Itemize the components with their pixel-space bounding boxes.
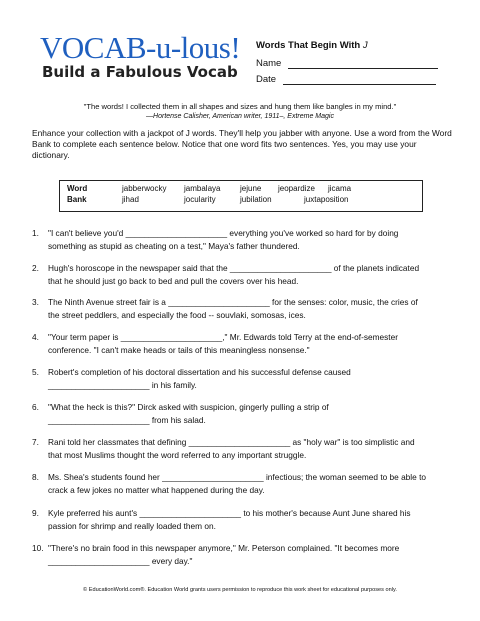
question-line: conference. "I can't make heads or tails of this meaningless nonsense." — [48, 345, 310, 355]
word-bank-word: jocularity — [184, 195, 216, 204]
question-line: "Your term paper is ______________________," Mr. Edwards told Terry at the end-of-semester — [48, 332, 398, 342]
word-bank-word: jihad — [122, 195, 139, 204]
date-field[interactable] — [256, 74, 436, 85]
word-bank-label-1: Word — [67, 184, 88, 193]
question-line: Kyle preferred his aunt's ______________________ to his mother's because Aunt June shared his — [48, 508, 411, 518]
question-line: The Ninth Avenue street fair is a ______________________ for the senses: color, music, the cries of — [48, 297, 418, 307]
word-bank-word: jeopardize — [278, 184, 315, 193]
question-text — [48, 296, 456, 322]
question-text — [48, 507, 456, 533]
word-bank-word: jabberwocky — [122, 184, 167, 193]
question-line: Rani told her classmates that defining ______________________ as "holy war" is too simplistic and — [48, 437, 415, 447]
word-bank-word: jicama — [328, 184, 352, 193]
logo-subtitle: Build a Fabulous Vocab — [42, 63, 238, 81]
word-bank-word: jubilation — [240, 195, 272, 204]
question-line: that he should just go back to bed and pull the covers over his head. — [48, 276, 299, 286]
question-text — [48, 262, 456, 288]
question-number: 2. — [32, 263, 39, 273]
question-number: 9. — [32, 508, 39, 518]
question-number: 5. — [32, 367, 39, 377]
worksheet-title — [256, 40, 368, 51]
question-line: that most Muslims thought the word referred to any important struggle. — [48, 450, 307, 460]
question-line: crack a few jokes no matter what happened during the day. — [48, 485, 265, 495]
word-bank-label-2: Bank — [67, 195, 87, 204]
question-line: "There's no brain food in this newspaper anymore," Mr. Peterson complained. "It becomes more — [48, 543, 400, 553]
word-bank — [59, 180, 423, 212]
question-text — [48, 436, 456, 462]
question-line: Ms. Shea's students found her ______________________ infectious; the woman seemed to be able to — [48, 472, 426, 482]
quote-attribution: —Hortense Calisher, American writer, 1911–, Extreme Magic — [146, 113, 334, 120]
question-line: ______________________ in his family. — [48, 380, 197, 390]
question-number: 10. — [32, 543, 44, 553]
logo-main: VOCAB-u-lous! — [40, 30, 241, 65]
question-line: ______________________ from his salad. — [48, 415, 206, 425]
date-line[interactable] — [283, 74, 436, 85]
question-number: 8. — [32, 472, 39, 482]
question-line: ______________________ every day." — [48, 556, 193, 566]
question-number: 1. — [32, 228, 39, 238]
question-text — [48, 366, 456, 392]
question-text — [48, 542, 456, 568]
question-line: "I can't believe you'd ______________________ everything you've worked so hard for by doing — [48, 228, 399, 238]
question-line: Robert's completion of his doctoral dissertation and his successful defense caused — [48, 367, 351, 377]
question-line: passion for shrimp and really loaded them on. — [48, 521, 216, 531]
date-label: Date — [256, 74, 277, 85]
question-number: 7. — [32, 437, 39, 447]
question-number: 4. — [32, 332, 39, 342]
question-line: Hugh's horoscope in the newspaper said that the ______________________ of the planets indicated — [48, 263, 420, 273]
quote — [30, 102, 450, 122]
word-bank-word: jambalaya — [184, 184, 221, 193]
question-line: "What the heck is this?" Dirck asked with suspicion, gingerly pulling a strip of — [48, 402, 329, 412]
question-text — [48, 227, 456, 253]
question-number: 3. — [32, 297, 39, 307]
name-field[interactable] — [256, 58, 438, 69]
copyright-footer: © EducationWorld.com®. Education World grants users permission to reproduce this work sheet for educational purposes only. — [83, 587, 397, 593]
question-number: 6. — [32, 402, 39, 412]
quote-text: "The words! I collected them in all shapes and sizes and hung them like bangles in my mind." — [83, 102, 397, 111]
name-line[interactable] — [288, 58, 438, 69]
name-label: Name — [256, 58, 282, 69]
word-bank-word: juxtaposition — [304, 195, 349, 204]
question-text — [48, 331, 456, 357]
question-text — [48, 471, 456, 497]
question-text — [48, 401, 456, 427]
word-bank-word: jejune — [240, 184, 262, 193]
question-line: the street peddlers, and especially the food -- souvlaki, somosas, ices. — [48, 310, 306, 320]
worksheet-title-text: Words That Begin With — [256, 40, 361, 51]
question-line: something as stupid as cheating on a test," Maya's father thundered. — [48, 241, 300, 251]
instructions: Enhance your collection with a jackpot of J words. They'll help you jabber with anyone. Use a word from the Word Bank to complete each sentence below. Notice that one word fits two sentences. Yes, you may use your dictionary. — [32, 128, 452, 160]
worksheet-title-letter: J — [362, 40, 368, 51]
